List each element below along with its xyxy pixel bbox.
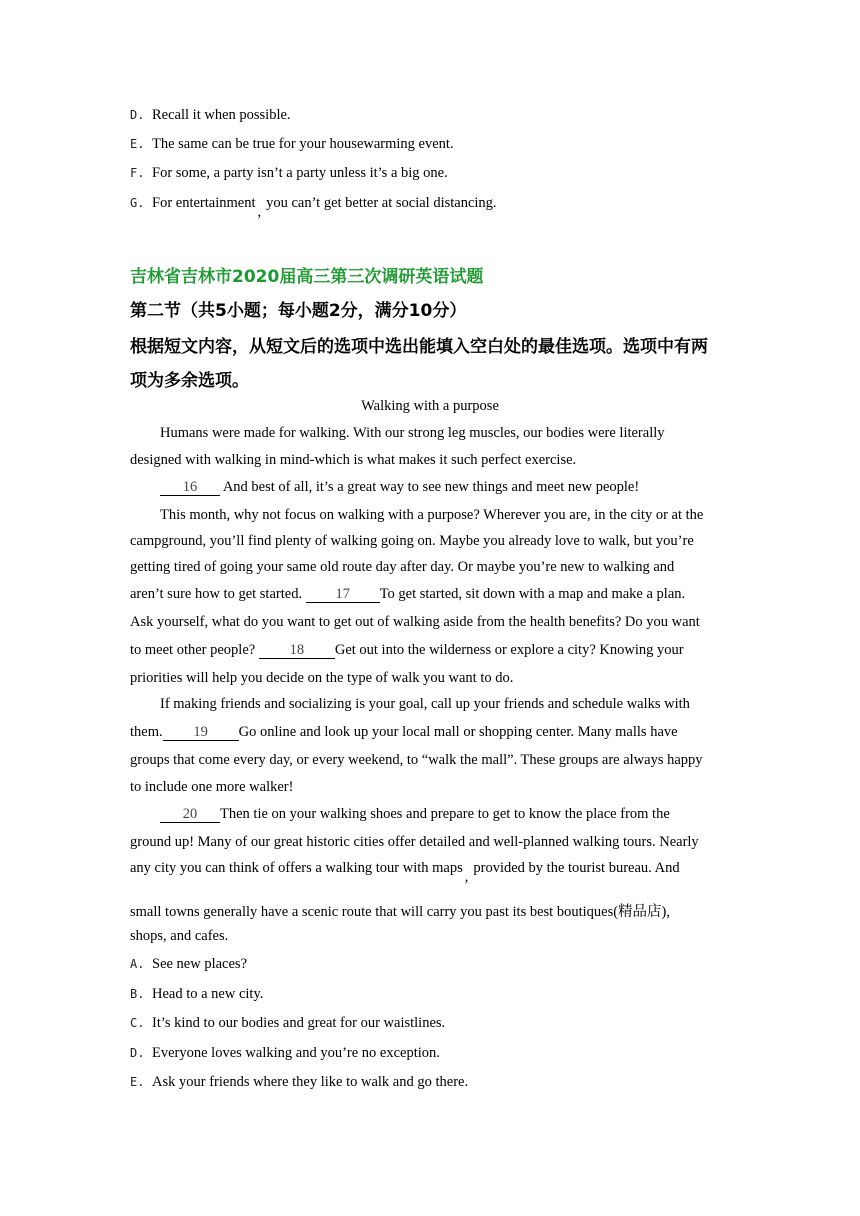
passage-title: Walking with a purpose (361, 398, 499, 414)
passage-line (130, 586, 730, 603)
option-letter: B. (130, 987, 145, 1001)
option-text: Recall it when possible. (152, 107, 291, 123)
option-letter: F. (130, 166, 145, 180)
option-text: Ask your friends where they like to walk and go there. (152, 1074, 469, 1090)
blank-19: 19 (163, 725, 239, 741)
passage-text: Go online and look up your local mall or shopping center. Many malls have (238, 724, 678, 740)
passage-line (160, 806, 760, 823)
option-letter: D. (130, 1046, 145, 1060)
passage-line: groups that come every day, or every weekend, to “walk the mall”. These groups are always happy (130, 752, 703, 768)
option-text-after: you can’t get better at social distancing. (266, 195, 497, 211)
passage-text: And best of all, it’s a great way to see new things and meet new people! (220, 479, 640, 495)
passage-text: them. (130, 724, 163, 740)
passage-line: This month, why not focus on walking with a purpose? Wherever you are, in the city or at the (160, 507, 704, 523)
instructions-line-2: 项为多余选项。 (130, 371, 249, 391)
option-e (130, 1073, 468, 1091)
option-comma: , (257, 204, 262, 220)
passage-text: provided by the tourist bureau. And (473, 860, 680, 876)
blank-18: 18 (259, 643, 335, 659)
blank-20: 20 (160, 807, 220, 823)
option-c (130, 1014, 445, 1032)
option-letter: E. (130, 137, 145, 151)
option-d (130, 1044, 440, 1062)
option-text: Head to a new city. (152, 986, 264, 1002)
option-text-before: For entertainment (152, 195, 256, 211)
passage-text: aren’t sure how to get started. (130, 586, 306, 602)
passage-text: Then tie on your walking shoes and prepare to get to know the place from the (220, 806, 670, 822)
option-letter: C. (130, 1016, 145, 1030)
passage-line: Ask yourself, what do you want to get out of walking aside from the health benefits? Do you want (130, 614, 700, 630)
passage-line: getting tired of going your same old route day after day. Or maybe you’re new to walking and (130, 559, 675, 575)
passage-line: campground, you’ll find plenty of walking going on. Maybe you already love to walk, but you’re (130, 533, 694, 549)
prev-option-e (130, 135, 454, 153)
option-text: Everyone loves walking and you’re no exception. (152, 1045, 440, 1061)
option-text: The same can be true for your housewarming event. (152, 136, 454, 152)
option-b (130, 985, 263, 1003)
passage-comma: , (464, 869, 469, 885)
passage-line: If making friends and socializing is your goal, call up your friends and schedule walks with (160, 696, 690, 712)
option-letter: D. (130, 108, 145, 122)
passage-line: ground up! Many of our great historic cities offer detailed and well-planned walking tours. Nearly (130, 834, 699, 850)
passage-line (130, 724, 730, 741)
blank-17: 17 (306, 587, 380, 603)
option-text: See new places? (152, 956, 248, 972)
option-letter: A. (130, 957, 145, 971)
passage-line: small towns generally have a scenic route that will carry you past its best boutiques(精品店), (130, 904, 670, 920)
option-letter: G. (130, 196, 145, 210)
passage-text: To get started, sit down with a map and make a plan. (379, 586, 686, 602)
prev-option-d (130, 106, 291, 124)
passage-text: any city you can think of offers a walking tour with maps (130, 860, 463, 876)
passage-text: Get out into the wilderness or explore a city? Knowing your (334, 642, 684, 658)
passage-line: priorities will help you decide on the type of walk you want to do. (130, 670, 514, 686)
passage-line: Humans were made for walking. With our strong leg muscles, our bodies were literally (160, 425, 665, 441)
passage-text: to meet other people? (130, 642, 259, 658)
option-text: For some, a party isn’t a party unless it’s a big one. (152, 165, 448, 181)
option-text: It’s kind to our bodies and great for our waistlines. (152, 1015, 446, 1031)
exam-title: 吉林省吉林市2020届高三第三次调研英语试题 (130, 267, 484, 287)
passage-line: designed with walking in mind-which is what makes it such perfect exercise. (130, 452, 577, 468)
passage-line (130, 860, 730, 885)
passage-line (160, 479, 760, 496)
section-header: 第二节（共5小题；每小题2分，满分10分） (130, 301, 467, 321)
passage-line: to include one more walker! (130, 779, 294, 795)
option-a (130, 955, 247, 973)
blank-16: 16 (160, 480, 220, 496)
option-letter: E. (130, 1075, 145, 1089)
prev-option-g (130, 194, 497, 220)
instructions-line-1: 根据短文内容，从短文后的选项中选出能填入空白处的最佳选项。选项中有两 (130, 337, 708, 357)
passage-line (130, 642, 730, 659)
prev-option-f (130, 164, 448, 182)
passage-line: shops, and cafes. (130, 928, 229, 944)
